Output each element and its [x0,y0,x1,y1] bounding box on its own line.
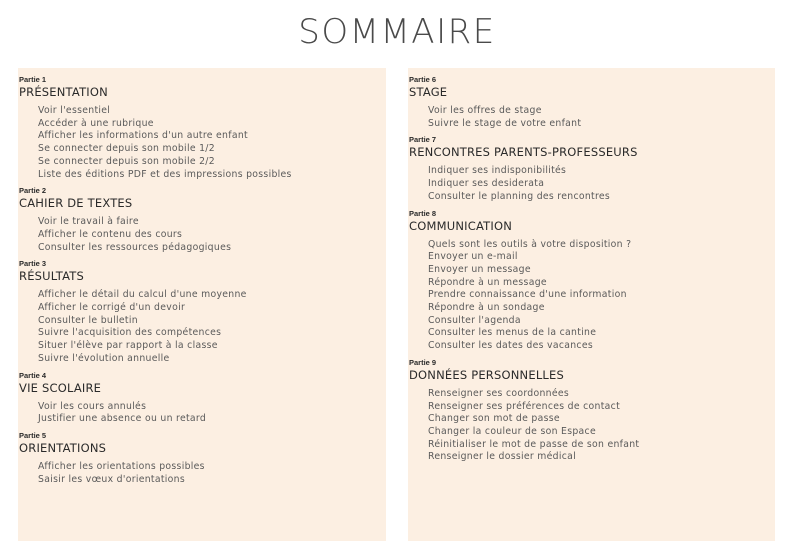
toc-section [18,371,386,431]
section-title[interactable]: CAHIER DE TEXTES [19,196,133,211]
section-spacer [18,486,386,491]
toc-entry[interactable]: Voir les cours annulés [38,400,147,412]
toc-entry[interactable]: Indiquer ses desiderata [428,178,545,190]
section-item-list [18,216,386,254]
section-part-label: Partie 6 [409,75,437,84]
toc-entry[interactable]: Afficher le contenu des cours [38,228,183,240]
toc-entry[interactable]: Changer son mot de passe [428,413,560,425]
toc-entry[interactable]: Répondre à un message [428,276,547,288]
section-title[interactable]: ORIENTATIONS [19,440,107,455]
toc-section [18,186,386,259]
section-item-list [18,289,386,365]
section-item-list [408,105,775,130]
toc-entry[interactable]: Changer la couleur de son Espace [428,425,596,437]
section-part-label: Partie 3 [19,259,47,269]
toc-entry[interactable]: Renseigner ses coordonnées [428,387,570,399]
toc-entry[interactable]: Suivre l'évolution annuelle [38,352,170,364]
toc-right-column [408,68,775,541]
toc-entry[interactable]: Voir le travail à faire [38,216,139,228]
toc-entry[interactable]: Se connecter depuis son mobile 2/2 [38,155,215,167]
toc-entry[interactable]: Quels sont les outils à votre disposition ? [428,238,632,250]
toc-entry[interactable]: Suivre l'acquisition des compétences [38,327,222,339]
toc-entry[interactable]: Voir l'essentiel [38,105,111,116]
toc-section [408,358,775,469]
toc-entry[interactable]: Voir les offres de stage [428,105,542,116]
toc-entry[interactable]: Prendre connaissance d'une information [428,289,627,301]
toc-entry[interactable]: Consulter le bulletin [38,314,138,326]
toc-section [408,75,775,135]
toc-entry[interactable]: Renseigner ses préférences de contact [428,400,621,412]
toc-entry[interactable]: Consulter l'agenda [428,314,521,326]
section-part-label: Partie 8 [409,208,437,218]
toc-entry[interactable]: Répondre à un sondage [428,302,545,314]
section-title[interactable]: STAGE [409,85,448,99]
section-part-label: Partie 2 [19,186,47,196]
section-spacer [408,464,775,469]
toc-entry[interactable]: Se connecter depuis son mobile 1/2 [38,143,215,155]
section-title[interactable]: DONNÉES PERSONNELLES [409,367,564,382]
toc-entry[interactable]: Liste des éditions PDF et des impressions possibles [38,168,292,180]
toc-entry[interactable]: Afficher les informations d'un autre enfant [38,130,248,142]
section-item-list [408,239,775,353]
section-item-list [18,461,386,486]
toc-section [408,209,775,358]
section-title[interactable]: VIE SCOLAIRE [19,380,102,395]
toc-entry[interactable]: Réinitialiser le mot de passe de son enfant [428,438,640,450]
section-title[interactable]: RENCONTRES PARENTS-PROFESSEURS [409,145,638,160]
section-part-label: Partie 9 [409,357,437,367]
toc-entry[interactable]: Envoyer un message [428,263,531,275]
toc-section [18,75,386,186]
section-title[interactable]: RÉSULTATS [19,269,85,284]
toc-entry[interactable]: Suivre le stage de votre enfant [428,117,582,129]
toc-entry[interactable]: Justifier une absence ou un retard [38,413,207,425]
toc-entry[interactable]: Situer l'élève par rapport à la classe [38,340,218,352]
toc-entry[interactable]: Accéder à une rubrique [38,117,154,129]
page-title: SOMMAIRE [298,12,496,52]
section-item-list [408,165,775,203]
toc-section [408,135,775,208]
section-title[interactable]: COMMUNICATION [409,218,513,233]
toc-left-column [18,68,386,541]
section-part-label: Partie 1 [19,75,47,84]
section-item-list [408,388,775,464]
toc-entry[interactable]: Indiquer ses indisponibilités [428,165,567,177]
section-item-list [18,401,386,426]
toc-entry[interactable]: Saisir les vœux d'orientations [38,473,186,485]
section-part-label: Partie 7 [409,135,437,145]
toc-entry[interactable]: Afficher le détail du calcul d'une moyenne [38,289,247,301]
toc-entry[interactable]: Consulter les ressources pédagogiques [38,241,232,253]
toc-entry[interactable]: Consulter les menus de la cantine [428,327,597,339]
toc-entry[interactable]: Afficher les orientations possibles [38,460,205,472]
toc-entry[interactable]: Consulter le planning des rencontres [428,190,611,202]
section-part-label: Partie 5 [19,430,47,440]
section-title[interactable]: PRÉSENTATION [19,85,108,99]
toc-entry[interactable]: Envoyer un e-mail [428,251,518,263]
section-item-list [18,105,386,181]
toc-entry[interactable]: Renseigner le dossier médical [428,451,577,463]
toc-entry[interactable]: Consulter les dates des vacances [428,340,593,352]
toc-section [18,431,386,491]
section-part-label: Partie 4 [19,370,47,380]
toc-entry[interactable]: Afficher le corrigé d'un devoir [38,302,186,314]
toc-section [18,259,386,370]
